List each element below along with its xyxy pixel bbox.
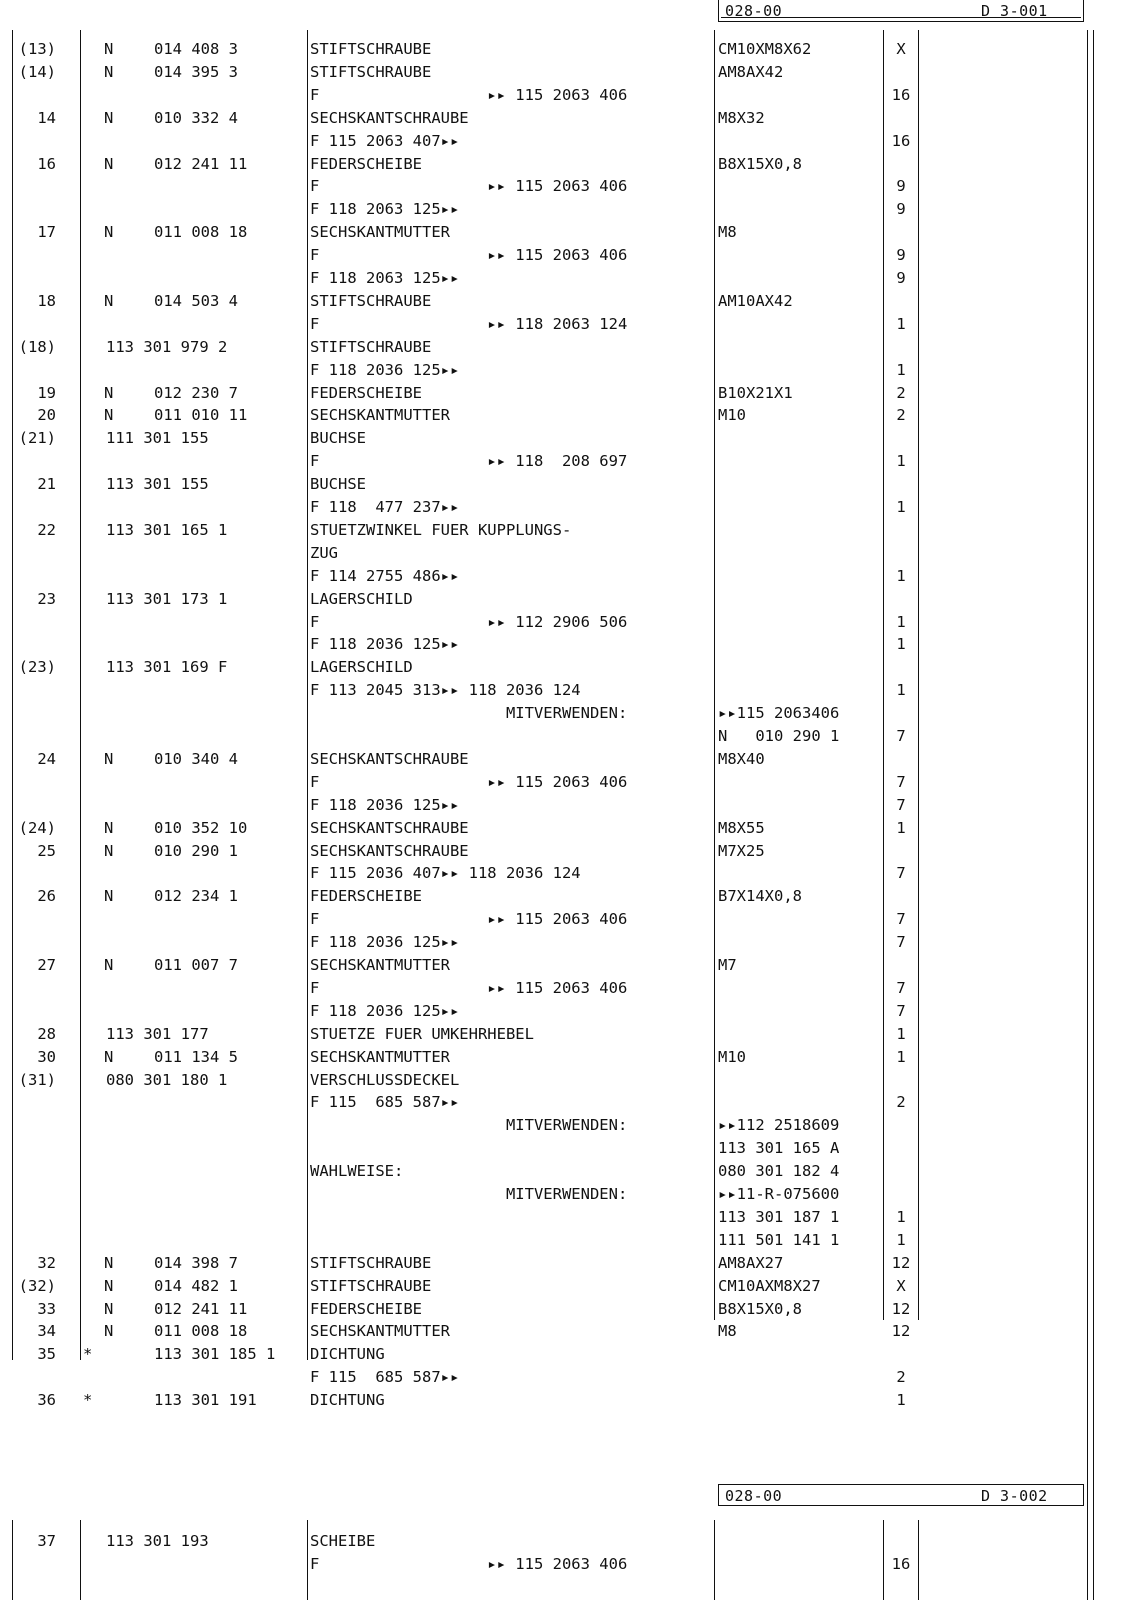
position-number: (24): [18, 818, 56, 837]
table-row: [0, 977, 1143, 1000]
part-number: 014 408 3: [154, 40, 238, 58]
table-row: [0, 313, 1143, 336]
position-number: (32): [18, 1276, 56, 1295]
position-number: 24: [37, 749, 56, 768]
part-number: 012 230 7: [154, 383, 238, 402]
description: VERSCHLUSSDECKEL: [310, 1070, 460, 1089]
part-number: 014 482 1: [154, 1276, 238, 1295]
position-number: 16: [37, 154, 56, 173]
norm-flag: N: [104, 62, 114, 81]
position-number: 21: [37, 475, 56, 494]
dimensions: AM10AX42: [718, 291, 793, 310]
quantity: 7: [896, 1001, 906, 1020]
description: STIFTSCHRAUBE: [310, 291, 432, 310]
description: F 115 685 587▸▸: [310, 1368, 460, 1387]
table-row: [0, 725, 1143, 748]
table-row: [0, 336, 1143, 359]
table-row: [0, 1252, 1143, 1275]
description: F 115 2063 407▸▸: [310, 131, 460, 150]
table-row: [0, 1320, 1143, 1343]
description: STUETZWINKEL FUER KUPPLUNGS-: [310, 520, 572, 539]
table-row: [0, 404, 1143, 427]
table-row: [0, 1137, 1143, 1160]
description: F 115 2036 407▸▸ 118 2036 124: [310, 864, 581, 883]
dimensions: 113 301 165 A: [718, 1139, 840, 1158]
quantity: 7: [896, 727, 906, 745]
quantity: 12: [891, 1299, 911, 1318]
quantity: 16: [891, 131, 911, 150]
description: F 118 2036 125▸▸: [310, 1001, 460, 1020]
part-number: 113 301 173 1: [106, 589, 228, 608]
part-number: 011 008 18: [154, 1322, 248, 1341]
norm-flag: N: [104, 1322, 114, 1341]
part-number: 010 332 4: [154, 108, 238, 127]
table-row: [0, 565, 1143, 588]
description: SECHSKANTMUTTER: [310, 956, 450, 974]
position-number: 33: [37, 1299, 56, 1318]
dimensions: 080 301 182 4: [718, 1162, 840, 1181]
quantity: 1: [896, 566, 906, 585]
description: STIFTSCHRAUBE: [310, 1253, 432, 1272]
quantity: 1: [896, 360, 906, 379]
quantity: 1: [896, 1024, 906, 1043]
dimensions: ▸▸112 2518609: [718, 1116, 840, 1135]
table-row: [0, 656, 1143, 679]
position-number: (13): [18, 40, 56, 58]
norm-flag: N: [104, 406, 114, 425]
description: F 118 2063 125▸▸: [310, 269, 460, 287]
norm-flag: N: [104, 1047, 114, 1066]
table-row: [0, 450, 1143, 473]
table-row: [0, 61, 1143, 84]
header-bottom-page: D 3-002: [981, 1487, 1048, 1505]
quantity: 1: [896, 1207, 906, 1226]
description: MITVERWENDEN:: [310, 704, 628, 723]
dimensions: M7X25: [718, 841, 765, 860]
quantity: 9: [896, 246, 906, 265]
quantity: 2: [896, 1368, 906, 1387]
table-row: [0, 794, 1143, 817]
description: SECHSKANTMUTTER: [310, 1322, 450, 1341]
norm-flag: N: [104, 40, 114, 58]
description: MITVERWENDEN:: [310, 1116, 628, 1135]
position-number: (31): [18, 1070, 56, 1089]
description: F ▸▸ 115 2063 406: [310, 1555, 628, 1573]
position-number: (18): [18, 337, 56, 356]
table-row: [0, 908, 1143, 931]
position-number: 27: [37, 956, 56, 974]
table-row: [0, 1046, 1143, 1069]
quantity: 1: [896, 1391, 906, 1410]
quantity: 7: [896, 978, 906, 997]
quantity: 1: [896, 498, 906, 516]
table-row: [0, 1091, 1143, 1114]
position-number: (21): [18, 429, 56, 448]
description: SCHEIBE: [310, 1532, 376, 1550]
description: SECHSKANTSCHRAUBE: [310, 108, 469, 127]
norm-flag: N: [104, 956, 114, 974]
description: F ▸▸ 115 2063 406: [310, 246, 628, 265]
part-number: 113 301 193: [106, 1532, 209, 1550]
quantity: X: [896, 40, 906, 58]
table-row: [0, 885, 1143, 908]
description: F 118 477 237▸▸: [310, 498, 460, 516]
part-number: 011 010 11: [154, 406, 248, 425]
table-row: [0, 702, 1143, 725]
table-row: [0, 175, 1143, 198]
part-number: 010 290 1: [154, 841, 238, 860]
description: BUCHSE: [310, 429, 366, 448]
quantity: 16: [891, 1555, 911, 1573]
position-number: 30: [37, 1047, 56, 1066]
quantity: 1: [896, 1047, 906, 1066]
dimensions: B7X14X0,8: [718, 887, 802, 906]
description: WAHLWEISE:: [310, 1162, 404, 1181]
description: FEDERSCHEIBE: [310, 1299, 422, 1318]
norm-flag: *: [83, 1391, 93, 1410]
quantity: 9: [896, 177, 906, 196]
table-row: [0, 130, 1143, 153]
part-number: 011 134 5: [154, 1047, 238, 1066]
dimensions: 113 301 187 1: [718, 1207, 840, 1226]
table-row: [0, 1183, 1143, 1206]
table-row: [0, 633, 1143, 656]
table-row: [0, 1366, 1143, 1389]
description: SECHSKANTSCHRAUBE: [310, 841, 469, 860]
dimensions: AM8AX27: [718, 1253, 784, 1272]
dimensions: M10: [718, 406, 746, 425]
description: F ▸▸ 115 2063 406: [310, 177, 628, 196]
norm-flag: N: [104, 383, 114, 402]
norm-flag: N: [104, 291, 114, 310]
table-row: [0, 771, 1143, 794]
description: STUETZE FUER UMKEHRHEBEL: [310, 1024, 534, 1043]
part-number: 113 301 979 2: [106, 337, 228, 356]
description: F 118 2036 125▸▸: [310, 933, 460, 952]
description: F ▸▸ 115 2063 406: [310, 772, 628, 791]
table-row: [0, 1298, 1143, 1321]
table-row: [0, 382, 1143, 405]
description: SECHSKANTMUTTER: [310, 223, 450, 242]
description: F ▸▸ 118 2063 124: [310, 314, 628, 333]
header-top-page: D 3-001: [981, 2, 1048, 20]
quantity: 12: [891, 1322, 911, 1341]
table-row: [0, 38, 1143, 61]
description: BUCHSE: [310, 475, 366, 494]
table-row: [0, 473, 1143, 496]
table-row: [0, 221, 1143, 244]
description: F 118 2036 125▸▸: [310, 360, 460, 379]
header-bottom: [718, 1484, 1084, 1506]
description: F 118 2036 125▸▸: [310, 795, 460, 814]
description: SECHSKANTSCHRAUBE: [310, 818, 469, 837]
norm-flag: N: [104, 1299, 114, 1318]
description: STIFTSCHRAUBE: [310, 1276, 432, 1295]
table-row: [0, 1000, 1143, 1023]
description: F ▸▸ 115 2063 406: [310, 85, 628, 104]
position-number: 37: [37, 1532, 56, 1550]
dimensions: M8X40: [718, 749, 765, 768]
part-number: 111 301 155: [106, 429, 209, 448]
table-row: [0, 588, 1143, 611]
dimensions: CM10AXM8X27: [718, 1276, 821, 1295]
dimensions: M8: [718, 223, 737, 242]
position-number: 34: [37, 1322, 56, 1341]
description: F 113 2045 313▸▸ 118 2036 124: [310, 681, 581, 700]
position-number: 17: [37, 223, 56, 242]
table-row: [0, 1343, 1143, 1366]
description: STIFTSCHRAUBE: [310, 40, 432, 58]
part-number: 113 301 165 1: [106, 520, 228, 539]
table-row: [0, 244, 1143, 267]
table-row: [0, 1069, 1143, 1092]
table-row: [0, 290, 1143, 313]
part-number: 113 301 169 F: [106, 658, 228, 677]
position-number: 18: [37, 291, 56, 310]
quantity: 1: [896, 681, 906, 700]
description: SECHSKANTSCHRAUBE: [310, 749, 469, 768]
position-number: 32: [37, 1253, 56, 1272]
table-row: [0, 1160, 1143, 1183]
description: F 114 2755 486▸▸: [310, 566, 460, 585]
table-row: [0, 1553, 1143, 1576]
description: STIFTSCHRAUBE: [310, 62, 432, 81]
quantity: 2: [896, 1093, 906, 1112]
table-row: [0, 954, 1143, 977]
dimensions: M8: [718, 1322, 737, 1341]
quantity: 1: [896, 1230, 906, 1249]
table-row: [0, 1206, 1143, 1229]
table-row: [0, 107, 1143, 130]
position-number: 35: [37, 1345, 56, 1364]
quantity: 12: [891, 1253, 911, 1272]
part-number: 113 301 185 1: [154, 1345, 276, 1364]
norm-flag: N: [104, 841, 114, 860]
quantity: 7: [896, 795, 906, 814]
norm-flag: N: [104, 1253, 114, 1272]
quantity: 1: [896, 818, 906, 837]
description: F ▸▸ 112 2906 506: [310, 612, 628, 631]
part-number: 011 007 7: [154, 956, 238, 974]
description: FEDERSCHEIBE: [310, 887, 422, 906]
description: F 118 2036 125▸▸: [310, 635, 460, 654]
description: DICHTUNG: [310, 1391, 385, 1410]
dimensions: M7: [718, 956, 737, 974]
part-number: 012 234 1: [154, 887, 238, 906]
description: F ▸▸ 118 208 697: [310, 452, 628, 471]
quantity: 7: [896, 910, 906, 929]
quantity: 9: [896, 200, 906, 219]
description: F ▸▸ 115 2063 406: [310, 910, 628, 929]
quantity: 2: [896, 383, 906, 402]
part-number: 014 503 4: [154, 291, 238, 310]
description: F 118 2063 125▸▸: [310, 200, 460, 219]
part-number: 014 398 7: [154, 1253, 238, 1272]
norm-flag: N: [104, 154, 114, 173]
table-row: [0, 611, 1143, 634]
quantity: 7: [896, 772, 906, 791]
description: ZUG: [310, 543, 338, 562]
part-number: 012 241 11: [154, 154, 248, 173]
position-number: 28: [37, 1024, 56, 1043]
part-number: 014 395 3: [154, 62, 238, 81]
position-number: 14: [37, 108, 56, 127]
header-bottom-code: 028-00: [725, 1487, 783, 1505]
description: SECHSKANTMUTTER: [310, 1047, 450, 1066]
position-number: 19: [37, 383, 56, 402]
norm-flag: N: [104, 818, 114, 837]
part-number: 011 008 18: [154, 223, 248, 242]
table-row: [0, 496, 1143, 519]
table-row: [0, 519, 1143, 542]
dimensions: AM8AX42: [718, 62, 784, 81]
dimensions: M10: [718, 1047, 746, 1066]
dimensions: N 010 290 1: [718, 727, 840, 745]
table-row: [0, 817, 1143, 840]
dimensions: B8X15X0,8: [718, 154, 802, 173]
part-number: 113 301 191: [154, 1391, 257, 1410]
norm-flag: *: [83, 1345, 93, 1364]
part-number: 010 340 4: [154, 749, 238, 768]
description: MITVERWENDEN:: [310, 1185, 628, 1203]
dimensions: CM10XM8X62: [718, 40, 812, 58]
table-row: [0, 748, 1143, 771]
position-number: 36: [37, 1391, 56, 1410]
table-row: [0, 679, 1143, 702]
norm-flag: N: [104, 1276, 114, 1295]
dimensions: B8X15X0,8: [718, 1299, 802, 1318]
position-number: 25: [37, 841, 56, 860]
dimensions: B10X21X1: [718, 383, 793, 402]
quantity: X: [896, 1276, 906, 1295]
table-row: [0, 862, 1143, 885]
description: LAGERSCHILD: [310, 589, 413, 608]
table-row: [0, 1530, 1143, 1553]
table-row: [0, 427, 1143, 450]
table-row: [0, 359, 1143, 382]
quantity: 9: [896, 269, 906, 287]
table-row: [0, 1229, 1143, 1252]
part-number: 113 301 177: [106, 1024, 209, 1043]
quantity: 1: [896, 612, 906, 631]
table-row: [0, 840, 1143, 863]
norm-flag: N: [104, 749, 114, 768]
description: DICHTUNG: [310, 1345, 385, 1364]
dimensions: ▸▸115 2063406: [718, 704, 840, 723]
table-row: [0, 198, 1143, 221]
table-row: [0, 1114, 1143, 1137]
quantity: 16: [891, 85, 911, 104]
table-row: [0, 931, 1143, 954]
norm-flag: N: [104, 108, 114, 127]
part-number: 113 301 155: [106, 475, 209, 494]
position-number: 22: [37, 520, 56, 539]
part-number: 010 352 10: [154, 818, 248, 837]
description: LAGERSCHILD: [310, 658, 413, 677]
dimensions: M8X55: [718, 818, 765, 837]
header-top-code: 028-00: [725, 2, 783, 20]
description: F 115 685 587▸▸: [310, 1093, 460, 1112]
description: SECHSKANTMUTTER: [310, 406, 450, 425]
dimensions: ▸▸11-R-075600: [718, 1185, 840, 1203]
table-row: [0, 1389, 1143, 1412]
table-row: [0, 84, 1143, 107]
description: FEDERSCHEIBE: [310, 154, 422, 173]
quantity: 7: [896, 933, 906, 952]
part-number: 080 301 180 1: [106, 1070, 228, 1089]
part-number: 012 241 11: [154, 1299, 248, 1318]
quantity: 1: [896, 314, 906, 333]
description: F ▸▸ 115 2063 406: [310, 978, 628, 997]
dimensions: M8X32: [718, 108, 765, 127]
position-number: (14): [18, 62, 56, 81]
table-row: [0, 267, 1143, 290]
quantity: 2: [896, 406, 906, 425]
position-number: (23): [18, 658, 56, 677]
dimensions: 111 501 141 1: [718, 1230, 840, 1249]
norm-flag: N: [104, 223, 114, 242]
position-number: 26: [37, 887, 56, 906]
quantity: 1: [896, 452, 906, 471]
table-row: [0, 542, 1143, 565]
table-row: [0, 1023, 1143, 1046]
position-number: 20: [37, 406, 56, 425]
table-row: [0, 1275, 1143, 1298]
description: FEDERSCHEIBE: [310, 383, 422, 402]
table-row: [0, 153, 1143, 176]
quantity: 7: [896, 864, 906, 883]
position-number: 23: [37, 589, 56, 608]
description: STIFTSCHRAUBE: [310, 337, 432, 356]
quantity: 1: [896, 635, 906, 654]
header-top: [718, 0, 1084, 22]
norm-flag: N: [104, 887, 114, 906]
